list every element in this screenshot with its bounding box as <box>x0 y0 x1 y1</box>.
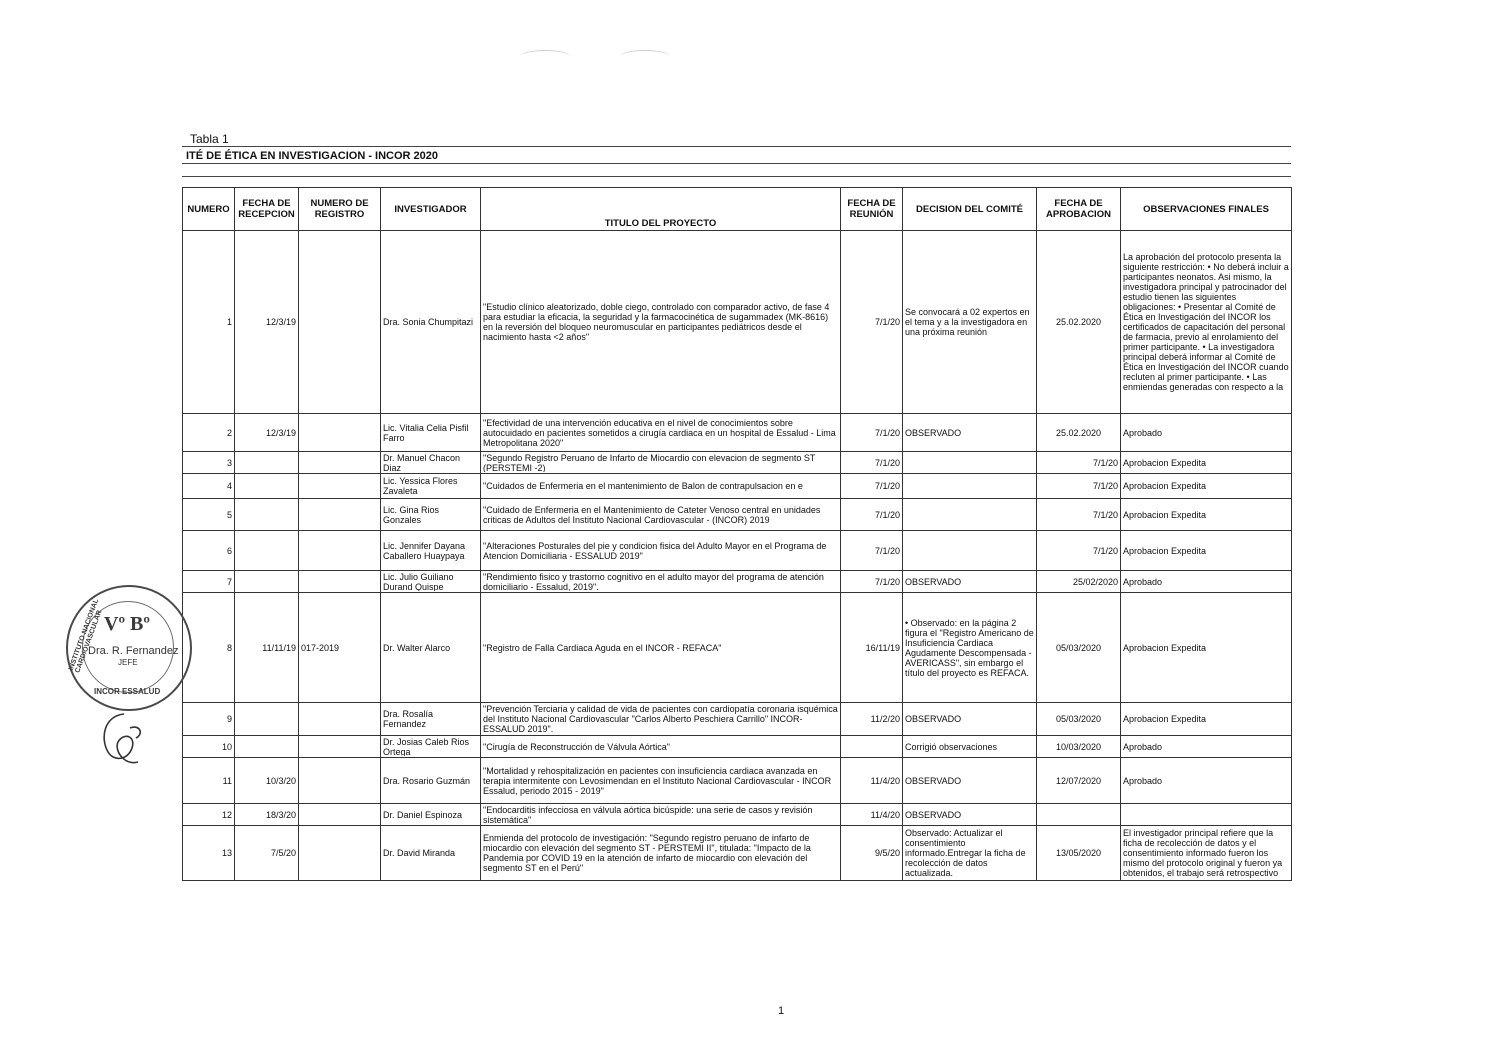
cell-fecha-reunion <box>841 499 903 531</box>
cell-titulo-text: "Mortalidad y rehospitalización en pacientes con insuficiencia cardiaca avanzada en terapia intermitente con Levosimendan en el Instituto Nacional Cardiovascular - INCOR Essalud, periodo 2015 - 2019" <box>483 765 832 796</box>
cell-investigador <box>381 499 481 531</box>
scan-mark <box>620 50 670 63</box>
cell-investigador <box>381 414 481 452</box>
table-row <box>183 414 1292 452</box>
cell-titulo-text: "Prevención Terciaria y calidad de vida de pacientes con cardiopatía coronaria isquémica del Instituto Nacional Cardiovascular "Carlos Alberto Peschiera Carrillo" INCOR-ESSALUD 2019". <box>483 704 838 734</box>
cell-numero-text: 11 <box>222 775 232 786</box>
table-row <box>183 826 1292 881</box>
header-fecha-reunion: FECHA DE REUNIÓN <box>841 188 903 231</box>
cell-fecha-aprobacion-text: 12/07/2020 <box>1055 775 1102 786</box>
cell-investigador <box>381 736 481 758</box>
cell-fecha-reunion-text: 7/1/20 <box>874 427 900 438</box>
cell-investigador-text: Dra. Sonia Chumpitazi <box>383 317 474 327</box>
cell-investigador-text: Lic. Gina Rios Gonzales <box>383 504 440 525</box>
cell-decision-text: OBSERVADO <box>905 427 962 438</box>
cell-titulo-text: "Efectividad de una intervención educativa en el nivel de conocimientos sobre autocuidado en pacientes sometidos a cirugía cardiaca en un hospital de Essalud - Lima Metropolitana 2020" <box>483 417 836 448</box>
cell-titulo <box>481 414 841 452</box>
cell-fecha-reunion-text: 7/1/20 <box>874 317 900 327</box>
seal-role: JEFE <box>118 658 138 667</box>
cell-titulo-text: "Cirugía de Reconstrucción de Válvula Aórtica" <box>483 741 670 752</box>
cell-fecha-recepcion-text: 18/3/20 <box>265 809 296 820</box>
cell-numero <box>183 414 235 452</box>
cell-titulo <box>481 531 841 571</box>
cell-observaciones <box>1121 826 1292 881</box>
table-row <box>183 703 1292 736</box>
header-numero-registro: NUMERO DE REGISTRO <box>299 188 381 231</box>
cell-fecha-reunion <box>841 571 903 593</box>
cell-fecha-recepcion <box>235 736 299 758</box>
cell-fecha-aprobacion <box>1037 758 1121 804</box>
cell-numero-registro <box>299 571 381 593</box>
cell-observaciones-text: Aprobado <box>1123 741 1163 752</box>
cell-investigador <box>381 758 481 804</box>
cell-numero-text: 7 <box>226 576 232 587</box>
cell-fecha-recepcion <box>235 571 299 593</box>
cell-fecha-reunion-text: 11/4/20 <box>870 775 900 786</box>
cell-titulo <box>481 593 841 703</box>
cell-fecha-reunion <box>841 414 903 452</box>
cell-numero-text: 13 <box>221 848 232 858</box>
cell-fecha-recepcion <box>235 414 299 452</box>
cell-titulo-text: "Registro de Falla Cardiaca Aguda en el INCOR - REFACA" <box>483 642 722 653</box>
cell-titulo <box>481 804 841 826</box>
cell-observaciones-text: La aprobación del protocolo presenta la siguiente restricción: • No deberá incluir a participantes neonatos. Asi mismo, la investigadora principal y patrocinador del estudio tienen las siguientes obligaciones: • Presentar al Comité de Ética en Investigación del INCOR los certificados de capacitación del personal de farmacia, previo al enrolamiento del primer participante. • La investigadora principal deberá informar al Comité de Ética en Investigación del INCOR cuando recluten al primer participante. • Las enmiendas generadas con respecto a la <box>1123 252 1289 392</box>
cell-fecha-aprobacion-text: 7/1/20 <box>1092 457 1118 468</box>
cell-numero-text: 9 <box>226 714 232 724</box>
cell-investigador-text: Dr. Manuel Chacon Diaz <box>383 453 461 472</box>
cell-decision <box>903 452 1037 474</box>
cell-fecha-reunion <box>841 758 903 804</box>
cell-numero <box>183 804 235 826</box>
seal-vb: Vº Bº <box>104 613 150 635</box>
cell-numero-registro <box>299 499 381 531</box>
cell-numero-text: 3 <box>226 457 232 468</box>
cell-numero <box>183 571 235 593</box>
cell-numero <box>183 703 235 736</box>
cell-fecha-recepcion-text: 11/11/19 <box>262 642 296 653</box>
rule-spacer <box>182 176 1291 177</box>
cell-decision-text: OBSERVADO <box>905 809 962 820</box>
scan-mark <box>520 50 570 63</box>
cell-decision-text: OBSERVADO <box>905 576 962 587</box>
table-row <box>183 231 1292 414</box>
cell-fecha-recepcion <box>235 593 299 703</box>
cell-decision <box>903 593 1037 703</box>
cell-decision-text: Se convocará a 02 expertos en el tema y a la investigadora en una próxima reunión <box>905 307 1030 337</box>
document-title: ITÉ DE ÉTICA EN INVESTIGACION - INCOR 2020 <box>186 150 439 162</box>
committee-table <box>182 187 1292 881</box>
cell-fecha-reunion <box>841 703 903 736</box>
cell-numero-registro <box>299 736 381 758</box>
cell-fecha-recepcion <box>235 826 299 881</box>
table-body <box>183 231 1292 881</box>
cell-observaciones-text: Aprobacion Expedita <box>1123 509 1207 520</box>
cell-investigador-text: Dra. Rosario Guzmán <box>383 775 471 786</box>
cell-fecha-reunion <box>841 736 903 758</box>
cell-numero-text: 10 <box>221 741 232 752</box>
cell-observaciones-text: Aprobacion Expedita <box>1123 642 1207 653</box>
cell-numero <box>183 231 235 414</box>
cell-fecha-aprobacion <box>1037 703 1121 736</box>
header-titulo: TITULO DEL PROYECTO <box>481 188 841 231</box>
cell-investigador-text: Lic. Vitalia Celia Pisfil Farro <box>383 422 469 443</box>
cell-fecha-aprobacion <box>1037 231 1121 414</box>
cell-fecha-aprobacion <box>1037 571 1121 593</box>
cell-fecha-reunion-text: 7/1/20 <box>874 481 900 491</box>
table-row <box>183 474 1292 499</box>
header-investigador: INVESTIGADOR <box>381 188 481 231</box>
cell-fecha-recepcion <box>235 499 299 531</box>
cell-observaciones <box>1121 804 1292 826</box>
cell-decision-text: Corrigió observaciones <box>905 741 998 752</box>
table-label: Tabla 1 <box>190 132 229 146</box>
cell-numero-registro <box>299 474 381 499</box>
rule-title <box>182 163 1291 164</box>
table-header-row <box>183 188 1292 231</box>
cell-decision <box>903 736 1037 758</box>
cell-investigador <box>381 703 481 736</box>
cell-fecha-recepcion <box>235 231 299 414</box>
cell-investigador-text: Dra. Rosalía Fernandez <box>383 709 434 729</box>
cell-fecha-reunion <box>841 593 903 703</box>
cell-decision <box>903 571 1037 593</box>
cell-numero-registro <box>299 804 381 826</box>
cell-fecha-recepcion-text: 10/3/20 <box>265 775 296 786</box>
seal-name: Dra. R. Fernandez <box>88 645 179 657</box>
cell-numero-registro <box>299 758 381 804</box>
cell-observaciones <box>1121 703 1292 736</box>
cell-decision-text: Observado: Actualizar el consentimiento informado.Entregar la ficha de recolección de datos actualizada. <box>905 828 1026 878</box>
cell-observaciones <box>1121 531 1292 571</box>
cell-fecha-reunion-text: 7/1/20 <box>874 457 900 468</box>
cell-observaciones-text: Aprobacion Expedita <box>1123 481 1207 491</box>
cell-titulo <box>481 703 841 736</box>
cell-titulo-text: "Rendimiento fisico y trastorno cognitivo en el adulto mayor del programa de atención domiciliario - Essalud, 2019". <box>483 572 824 591</box>
cell-observaciones-text: Aprobacion Expedita <box>1123 714 1207 724</box>
header-fecha-recepcion: FECHA DE RECEPCION <box>235 188 299 231</box>
rule-top <box>182 146 1291 147</box>
cell-fecha-aprobacion-text: 25.02.2020 <box>1055 427 1102 438</box>
cell-numero-text: 6 <box>226 545 232 556</box>
cell-numero <box>183 452 235 474</box>
cell-titulo-text: "Alteraciones Posturales del pie y condicion fisica del Adulto Mayor en el Programa de Atencion Domiciliaria - ESSALUD 2019" <box>483 540 827 561</box>
cell-fecha-recepcion <box>235 531 299 571</box>
cell-fecha-reunion <box>841 231 903 414</box>
cell-fecha-reunion <box>841 804 903 826</box>
cell-numero-registro <box>299 531 381 571</box>
cell-numero-registro <box>299 414 381 452</box>
cell-fecha-aprobacion-text: 25.02.2020 <box>1055 317 1102 327</box>
cell-decision <box>903 804 1037 826</box>
cell-investigador <box>381 826 481 881</box>
table-row <box>183 531 1292 571</box>
cell-fecha-reunion-text: 11/4/20 <box>870 809 900 820</box>
cell-fecha-aprobacion <box>1037 474 1121 499</box>
cell-numero-text: 2 <box>226 427 232 438</box>
cell-fecha-reunion-text: 7/1/20 <box>874 509 900 520</box>
cell-investigador <box>381 571 481 593</box>
cell-fecha-aprobacion <box>1037 736 1121 758</box>
cell-fecha-recepcion <box>235 804 299 826</box>
signature-icon <box>94 708 148 774</box>
cell-fecha-recepcion-text: 12/3/19 <box>265 427 296 438</box>
cell-observaciones <box>1121 452 1292 474</box>
header-fecha-aprobacion: FECHA DE APROBACION <box>1037 188 1121 231</box>
cell-decision <box>903 231 1037 414</box>
cell-fecha-aprobacion-text: 13/05/2020 <box>1055 848 1102 858</box>
cell-fecha-aprobacion <box>1037 414 1121 452</box>
cell-numero-text: 12 <box>221 809 232 820</box>
cell-titulo <box>481 231 841 414</box>
cell-decision <box>903 758 1037 804</box>
cell-investigador-text: Dr. Walter Alarco <box>383 642 451 653</box>
cell-fecha-reunion-text: 9/5/20 <box>874 848 900 858</box>
cell-titulo-text: "Segundo Registro Peruano de Infarto de Miocardio con elevacion de segmento ST (PERSTEMI -2) <box>483 453 816 472</box>
cell-investigador <box>381 474 481 499</box>
cell-titulo-text: Enmienda del protocolo de investigación: "Segundo registro peruano de infarto de miocardio con elevación del segmento ST - PERSTEMI II", titulada: "Impacto de la Pandemia por COVID 19 en la atención de infarto de miocardio con elevación del segmento ST en el Perú" <box>483 833 811 873</box>
cell-titulo <box>481 571 841 593</box>
cell-fecha-aprobacion-text: 7/1/20 <box>1092 545 1118 556</box>
cell-investigador-text: Dr. David Miranda <box>383 848 456 858</box>
cell-observaciones <box>1121 571 1292 593</box>
cell-investigador <box>381 452 481 474</box>
cell-investigador-text: Lic. Julio Guiliano Durand Quispe <box>383 572 454 591</box>
cell-fecha-aprobacion-text: 25/02/2020 <box>1072 576 1118 587</box>
cell-fecha-reunion-text: 7/1/20 <box>874 576 900 587</box>
cell-investigador <box>381 804 481 826</box>
cell-decision-text: OBSERVADO <box>905 775 962 786</box>
cell-observaciones-text: Aprobacion Expedita <box>1123 545 1207 556</box>
cell-observaciones <box>1121 736 1292 758</box>
cell-numero-registro-text: 017-2019 <box>301 642 340 653</box>
header-decision: DECISION DEL COMITÉ <box>903 188 1037 231</box>
cell-numero <box>183 826 235 881</box>
cell-numero <box>183 474 235 499</box>
cell-decision <box>903 826 1037 881</box>
cell-numero <box>183 758 235 804</box>
table-row <box>183 804 1292 826</box>
cell-fecha-reunion-text: 16/11/19 <box>865 642 900 653</box>
cell-observaciones-text: Aprobado <box>1123 576 1163 587</box>
cell-observaciones-text: Aprobacion Expedita <box>1123 457 1207 468</box>
page-number: 1 <box>778 1005 785 1017</box>
seal-bottom-text: INCOR ESSALUD <box>94 687 161 696</box>
cell-fecha-reunion-text: 11/2/20 <box>870 714 900 724</box>
cell-decision <box>903 531 1037 571</box>
cell-titulo <box>481 736 841 758</box>
cell-fecha-aprobacion <box>1037 593 1121 703</box>
cell-fecha-aprobacion-text: 05/03/2020 <box>1055 642 1102 653</box>
cell-numero-registro <box>299 452 381 474</box>
cell-fecha-recepcion <box>235 474 299 499</box>
cell-investigador <box>381 231 481 414</box>
cell-titulo <box>481 452 841 474</box>
cell-fecha-aprobacion-text: 05/03/2020 <box>1055 714 1102 724</box>
cell-fecha-aprobacion <box>1037 826 1121 881</box>
cell-titulo <box>481 499 841 531</box>
cell-numero <box>183 531 235 571</box>
cell-numero-text: 1 <box>226 317 232 327</box>
seal-ring-text: INSTITUTO NACIONAL CARDIOVASCULAR <box>67 598 104 674</box>
cell-fecha-aprobacion-text: 7/1/20 <box>1092 481 1118 491</box>
cell-observaciones <box>1121 593 1292 703</box>
cell-titulo-text: "Estudio clínico aleatorizado, doble ciego, controlado con comparador activo, de fase 4 para estudiar la eficacia, la seguridad y la farmacocinética de sugammadex (MK-8616) en la reversión del bloqueo neuromuscular en participantes pediátricos desde el nacimiento hasta <2 años" <box>483 302 830 342</box>
cell-observaciones <box>1121 474 1292 499</box>
table-row <box>183 593 1292 703</box>
cell-decision <box>903 499 1037 531</box>
table-row <box>183 452 1292 474</box>
cell-fecha-reunion <box>841 826 903 881</box>
cell-titulo-text: "Cuidado de Enfermeria en el Mantenimiento de Cateter Venoso central en unidades criticas de Adultos del Instituto Nacional Cardiovascular - (INCOR) 2019 <box>483 504 821 525</box>
cell-numero <box>183 736 235 758</box>
cell-fecha-aprobacion <box>1037 531 1121 571</box>
table-row <box>183 499 1292 531</box>
cell-investigador-text: Dr. Josias Caleb Rios Ortega <box>383 737 470 756</box>
cell-observaciones <box>1121 414 1292 452</box>
header-numero: NUMERO <box>183 188 235 231</box>
cell-titulo <box>481 826 841 881</box>
cell-observaciones-text: Aprobado <box>1123 427 1163 438</box>
institution-seal <box>66 585 192 711</box>
cell-fecha-recepcion-text: 7/5/20 <box>270 848 296 858</box>
cell-observaciones <box>1121 499 1292 531</box>
cell-investigador-text: Dr. Daniel Espinoza <box>383 809 463 820</box>
cell-fecha-reunion <box>841 474 903 499</box>
cell-fecha-recepcion-text: 12/3/19 <box>265 317 296 327</box>
cell-fecha-recepcion <box>235 452 299 474</box>
cell-titulo <box>481 758 841 804</box>
cell-fecha-aprobacion-text: 10/03/2020 <box>1055 741 1102 752</box>
header-observaciones: OBSERVACIONES FINALES <box>1121 188 1292 231</box>
cell-fecha-reunion <box>841 531 903 571</box>
cell-titulo-text: "Cuidados de Enfermeria en el mantenimiento de Balon de contrapulsacion en e <box>483 481 803 491</box>
cell-observaciones-text: Aprobado <box>1123 775 1163 786</box>
cell-titulo <box>481 474 841 499</box>
cell-investigador-text: Lic. Yessica Flores Zavaleta <box>383 476 458 496</box>
cell-observaciones <box>1121 758 1292 804</box>
cell-numero <box>183 499 235 531</box>
cell-decision <box>903 414 1037 452</box>
cell-decision-text: • Observado: en la página 2 figura el "Registro Americano de Insuficiencia Cardiaca Agudamente Descompensada - AVERICASS", sin embargo el título del proyecto es REFACA. <box>905 617 1034 678</box>
cell-fecha-aprobacion <box>1037 499 1121 531</box>
cell-observaciones <box>1121 231 1292 414</box>
cell-numero-text: 8 <box>226 642 232 653</box>
table-row <box>183 758 1292 804</box>
cell-observaciones-text: El investigador principal refiere que la ficha de recolección de datos y el consentimiento informado fueron los mismo del protocolo original y fueron ya obtenidos, el trabajo será retrospectivo <box>1123 828 1283 878</box>
cell-decision <box>903 474 1037 499</box>
cell-fecha-recepcion <box>235 758 299 804</box>
cell-fecha-aprobacion <box>1037 804 1121 826</box>
cell-fecha-reunion <box>841 452 903 474</box>
cell-decision-text: OBSERVADO <box>905 714 962 724</box>
cell-fecha-aprobacion <box>1037 452 1121 474</box>
cell-decision <box>903 703 1037 736</box>
cell-numero-text: 4 <box>226 481 232 491</box>
cell-numero-text: 5 <box>226 509 232 520</box>
table-row <box>183 571 1292 593</box>
cell-fecha-aprobacion-text: 7/1/20 <box>1092 509 1118 520</box>
cell-investigador <box>381 593 481 703</box>
cell-numero-registro <box>299 703 381 736</box>
cell-titulo-text: "Endocarditis infecciosa en válvula aórtica bicúspide: una serie de casos y revisión sistemática" <box>483 805 813 824</box>
cell-numero-registro <box>299 593 381 703</box>
cell-fecha-recepcion <box>235 703 299 736</box>
cell-fecha-reunion-text: 7/1/20 <box>874 545 900 556</box>
cell-investigador-text: Lic. Jennifer Dayana Caballero Huaypaya <box>383 540 466 561</box>
cell-investigador <box>381 531 481 571</box>
cell-numero-registro <box>299 826 381 881</box>
table-row <box>183 736 1292 758</box>
cell-numero-registro <box>299 231 381 414</box>
